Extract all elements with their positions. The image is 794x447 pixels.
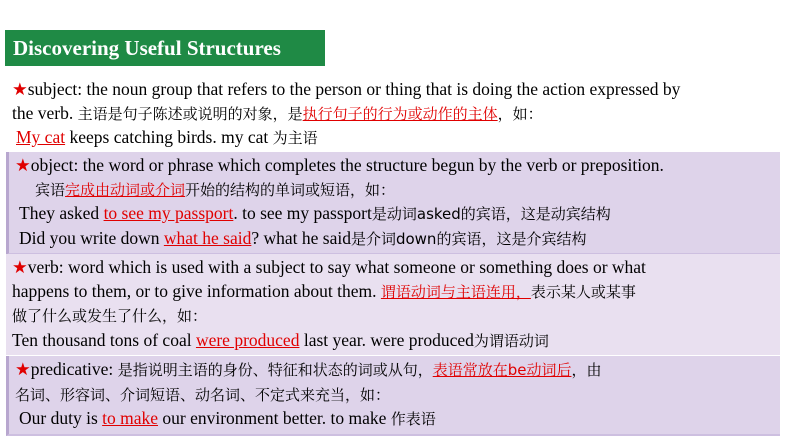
subject-example: My cat keeps catching birds. my cat 为主语 [16,127,318,147]
star-icon: ★ [12,257,28,277]
section-header [5,30,325,66]
verb-line-3: 做了什么或发生了什么，如： [12,307,208,325]
highlight-text: to make [102,408,159,428]
predicative-line-1: ★predicative: 是指说明主语的身份、特征和状态的词或从句，表语常放在be动词后，由 [15,359,602,379]
header-title: Discovering Useful Structures [13,35,281,60]
highlight-text: 谓语动词与主语连用， [380,282,531,301]
predicative-line-2: 名词、形容词、介词短语、动名词、不定式来充当，如： [15,385,391,404]
star-icon: ★ [15,155,31,175]
highlight-text: were produced [195,329,300,350]
highlight-text: to see my passport [103,203,234,223]
highlight-text: what he said [163,227,252,248]
verb-line-1: ★verb: word which is used with a subject to say what someone or something does or what [12,257,646,277]
object-line-1: ★object: the word or phrase which completes the structure begun by the verb or preposition. [15,155,664,175]
star-icon: ★ [15,359,31,379]
object-example-2: Did you write down what he said? what he said是介词down的宾语，这是介宾结构 [19,227,587,248]
subject-box [6,76,780,153]
object-line-2: 宾语完成由动词或介词开始的结构的单词或短语，如： [35,180,396,199]
highlight-text: 执行句子的行为或动作的主体 [302,104,498,123]
object-box [6,152,780,255]
verb-box [6,254,780,355]
highlight-text: 完成由动词或介词 [65,180,186,199]
verb-example: Ten thousand tons of coal were produced last year. were produced为谓语动词 [12,329,549,350]
subject-line-2: the verb. 主语是句子陈述或说明的对象，是执行句子的行为或动作的主体，如： [12,102,543,123]
star-icon: ★ [12,79,28,99]
subject-line-1: ★subject: the noun group that refers to the person or thing that is doing the action expressed by [12,79,681,99]
predicative-example: Our duty is to make our environment better. to make 作表语 [19,408,436,428]
object-example-1: They asked to see my passport. to see my passport是动词asked的宾语，这是动宾结构 [19,203,611,223]
highlight-text: My cat [16,127,66,147]
predicative-box [6,356,780,436]
highlight-text: 表语常放在be动词后 [432,361,572,379]
verb-line-2: happens to them, or to give information about them. 谓语动词与主语连用，表示某人或某事 [12,280,636,301]
